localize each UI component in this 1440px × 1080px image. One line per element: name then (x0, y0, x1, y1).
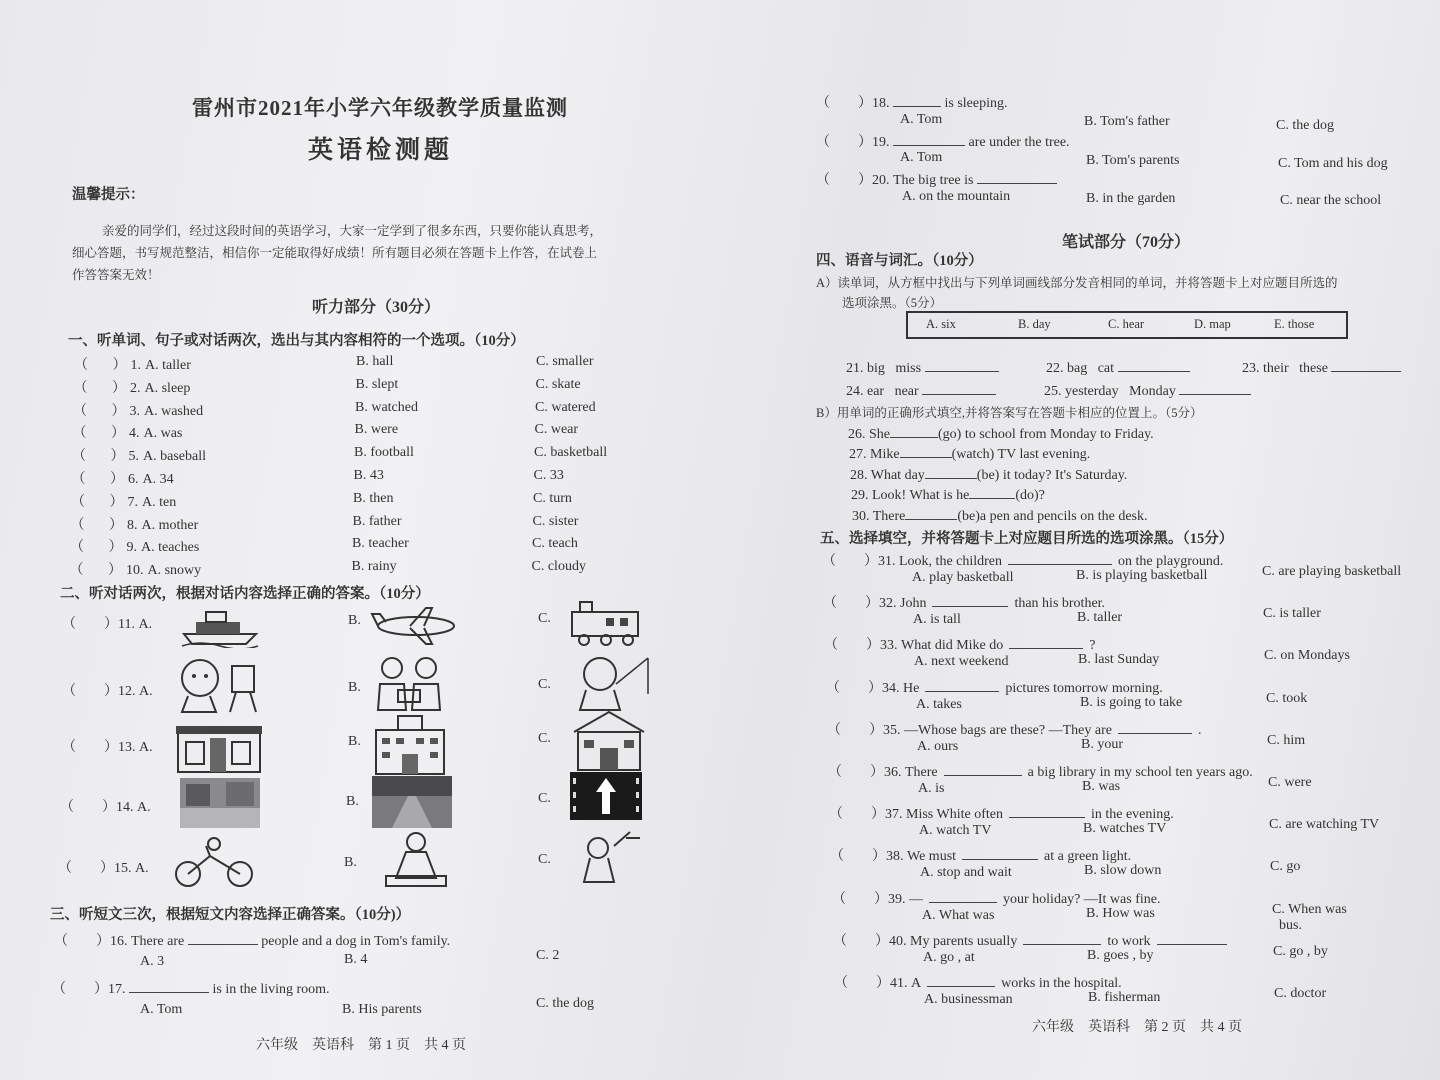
kids-reading-icon (370, 654, 450, 714)
mc-stem (833, 930, 1233, 950)
q18-stem (816, 92, 1008, 112)
q11-c-label: C. (538, 611, 551, 626)
mc-option-b[interactable]: B. watches TV (1083, 821, 1167, 837)
mc-stem-start: （ ）32. John (823, 596, 927, 612)
q18-stem-end: is sleeping. (944, 96, 1008, 111)
section-1-row (74, 377, 191, 397)
answer-paren-close: ） (111, 403, 126, 419)
mc-stem-end: a big library in my school ten years ago. (1027, 765, 1253, 780)
mc-option-a[interactable]: A. play basketball (912, 570, 1014, 585)
answer-space[interactable] (86, 472, 111, 487)
mc-option-a[interactable]: A. is (918, 781, 945, 796)
fill-stem-start: 29. Look! What is he (851, 488, 970, 504)
q17-stem (52, 978, 330, 998)
answer-paren-open[interactable]: （ (69, 563, 84, 579)
mc-blank[interactable] (1009, 805, 1085, 818)
vocab-23-blank[interactable] (1331, 359, 1401, 372)
mc-stem-start: （ ）40. My parents usually (833, 933, 1018, 949)
q17-blank[interactable] (129, 980, 209, 993)
mc-stem (834, 972, 1122, 992)
mc-option-c[interactable]: C. When was (1272, 901, 1347, 917)
mc-stem-start: （ ）39. — (832, 891, 923, 907)
mc-stem (824, 634, 1095, 654)
exam-title: 雷州市2021年小学六年级教学质量监测 (192, 96, 568, 120)
vocab-24-blank[interactable] (922, 382, 996, 395)
option-a[interactable]: A. mother (141, 517, 199, 533)
mc-blank[interactable] (929, 890, 997, 903)
q16-stem-start: （ ）16. There are (54, 934, 185, 949)
fill-row (850, 466, 1127, 484)
mc-stem (822, 550, 1223, 570)
option-c[interactable]: C. cloudy (531, 559, 586, 575)
option-c[interactable]: C. sister (532, 513, 579, 529)
question-number: 7. (127, 494, 138, 510)
mc-option-a[interactable]: A. go , at (923, 949, 975, 965)
mc-stem (826, 677, 1163, 697)
section-1-row (71, 491, 176, 511)
mc-option-c[interactable]: C. on Mondays (1264, 648, 1350, 664)
section-2-title: 二、听对话两次，根据对话内容选择正确的答案。（10分） (60, 586, 430, 602)
mc-stem-start: （ ）37. Miss White often (829, 807, 1003, 823)
mc-stem-start: （ ）41. A (834, 976, 922, 991)
fill-row (848, 425, 1154, 443)
answer-paren-open[interactable]: （ (72, 426, 87, 442)
answer-paren-open[interactable]: （ (72, 449, 86, 465)
mc-stem-end: than his brother. (1014, 596, 1106, 612)
mc-blank[interactable] (932, 594, 1008, 607)
page-1 (40, 0, 720, 1080)
answer-space[interactable] (86, 449, 111, 464)
bookstore-icon (174, 718, 264, 776)
q12-b-label: B. (348, 680, 361, 695)
q14-b-label: B. (346, 794, 359, 809)
option-c[interactable]: C. turn (533, 490, 572, 506)
vocab-word: yesterday (1065, 384, 1119, 399)
question-number: 9. (126, 540, 137, 556)
mc-option-b[interactable]: B. How was (1086, 905, 1155, 921)
q15-b-label: B. (344, 855, 357, 870)
q20-stem-start: （ ）20. The big tree is (816, 173, 974, 188)
mc-option-a[interactable]: A. businessman (924, 992, 1013, 1007)
answer-paren-open[interactable]: （ (73, 380, 88, 396)
answer-paren-open[interactable]: （ (70, 517, 85, 533)
fill-stem-start: 28. What day (850, 467, 925, 483)
fill-stem-start: 30. There (852, 508, 906, 524)
vocab-num: 22. (1046, 361, 1064, 376)
mc-option-c[interactable]: C. are playing basketball (1262, 564, 1402, 579)
vocab-word: their (1263, 361, 1289, 376)
mc-stem-start: （ ）38. We must (830, 849, 957, 865)
tip-line: 细心答题，书写规范整洁，相信你一定能取得好成绩！所有题目必须在答题卡上作答，在试卷上 (72, 246, 598, 260)
option-c[interactable]: C. teach (532, 536, 578, 552)
question-number: 1. (130, 358, 141, 373)
fill-stem-end: (be)a pen and pencils on the desk. (957, 508, 1148, 524)
mc-option-b[interactable]: B. taller (1077, 610, 1123, 626)
option-a[interactable]: A. washed (144, 403, 204, 419)
box-option-e: E. those (1274, 317, 1315, 331)
fill-stem-start: 26. She (848, 427, 890, 442)
mc-stem (823, 592, 1105, 612)
mc-option-c[interactable]: C. doctor (1274, 986, 1327, 1001)
section-1-title: 一、听单词、句子或对话两次，选出与其内容相符的一个选项。（10分） (68, 333, 525, 349)
exam-subtitle: 英语检测题 (308, 137, 454, 164)
mc-option-b[interactable]: B. is playing basketball (1076, 568, 1208, 583)
fill-blank[interactable] (905, 507, 957, 520)
vocab-word: Monday (1129, 384, 1176, 399)
option-b[interactable]: B. rainy (351, 559, 397, 575)
q20-option-c[interactable]: C. near the school (1280, 193, 1382, 208)
mc-option-b[interactable]: B. goes , by (1087, 947, 1154, 963)
q16-blank[interactable] (188, 932, 258, 945)
mc-stem-start: （ ）33. What did Mike do (824, 638, 1004, 654)
question-number: 3. (129, 403, 140, 419)
option-c[interactable]: C. watered (535, 399, 596, 415)
mc-blank[interactable] (944, 763, 1022, 776)
word-box (906, 311, 1348, 339)
answer-paren-open[interactable]: （ (74, 358, 88, 373)
q19-stem-end: are under the tree. (968, 135, 1070, 150)
option-a[interactable]: A. snowy (147, 563, 202, 579)
mc-stem-tail: bus. (1279, 917, 1302, 933)
mc-stem-end: ? (1089, 638, 1096, 654)
answer-paren-close: ） (111, 426, 125, 442)
mc-option-c[interactable]: C. is taller (1263, 606, 1321, 622)
mc-option-a[interactable]: A. watch TV (919, 823, 992, 839)
mc-stem-start: （ ）36. There (828, 765, 938, 780)
option-b[interactable]: B. football (354, 445, 414, 461)
vocab-21 (846, 359, 999, 377)
section-1-row (74, 354, 191, 374)
q13-label: （ ）13. A. (62, 740, 153, 755)
mc-stem-end: at a green light. (1044, 849, 1132, 865)
vocab-word: cat (1097, 361, 1115, 376)
cinema-icon (570, 708, 648, 774)
answer-paren-open[interactable]: （ (71, 472, 86, 487)
q20-option-a[interactable]: A. on the mountain (902, 189, 1011, 204)
mc-stem-end: works in the hospital. (1001, 976, 1122, 991)
fill-row (852, 507, 1148, 525)
option-c[interactable]: C. smaller (536, 354, 594, 369)
mc-stem-end: pictures tomorrow morning. (1005, 680, 1163, 696)
option-b[interactable]: B. were (354, 422, 399, 438)
q18-option-a[interactable]: A. Tom (900, 112, 943, 127)
q19-option-a[interactable]: A. Tom (900, 150, 943, 165)
q14-c-label: C. (538, 791, 551, 806)
answer-paren-open[interactable]: （ (73, 403, 87, 419)
mc-option-b[interactable]: B. is going to take (1080, 694, 1183, 710)
mc-stem-end: to work (1107, 933, 1151, 949)
ship-icon (180, 606, 260, 648)
mc-option-c[interactable]: C. took (1266, 690, 1308, 706)
q16-stem-end: people and a dog in Tom's family. (261, 934, 451, 949)
mc-option-c[interactable]: C. him (1267, 732, 1306, 748)
mc-stem (827, 719, 1201, 739)
q18-blank[interactable] (893, 94, 941, 107)
option-c[interactable]: C. wear (534, 422, 579, 438)
option-b[interactable]: B. 43 (353, 468, 384, 483)
answer-paren-close: ） (109, 517, 123, 533)
q20-stem (816, 169, 1057, 189)
mc-option-c[interactable]: C. are watching TV (1269, 817, 1380, 833)
q18-option-b[interactable]: B. Tom's father (1084, 114, 1170, 129)
answer-space[interactable] (87, 426, 112, 441)
box-option-c: C. hear (1108, 317, 1145, 331)
q16-option-b[interactable]: B. 4 (344, 952, 368, 967)
mc-stem (832, 888, 1160, 908)
tip-label: 温馨提示： (72, 187, 145, 203)
q20-blank[interactable] (977, 171, 1057, 184)
go-straight-sign-icon (570, 772, 642, 820)
option-b[interactable]: B. slept (355, 376, 399, 392)
fill-stem-start: 27. Mike (849, 447, 900, 463)
mc-blank[interactable] (962, 847, 1038, 860)
section-4a-instruction: A）读单词，从方框中找出与下列单词画线部分发音相同的单词，并将答题卡上对应题目所选的 (816, 276, 1338, 290)
page-2-footer: 六年级 英语科 第 2 页 共 4 页 (1032, 1020, 1242, 1035)
mc-option-b[interactable]: B. your (1081, 736, 1123, 752)
q17-stem-start: （ ）17. (52, 982, 126, 997)
q20-option-b[interactable]: B. in the garden (1086, 191, 1176, 206)
street-photo-icon (180, 778, 260, 828)
vocab-num: 23. (1242, 361, 1260, 376)
mc-blank[interactable] (1008, 552, 1112, 565)
mc-option-c[interactable]: C. go , by (1273, 943, 1328, 959)
fill-blank[interactable] (969, 486, 1015, 499)
q16-stem (54, 930, 450, 950)
boy-fishing-icon (572, 654, 652, 714)
fill-blank[interactable] (890, 425, 938, 438)
q13-b-label: B. (348, 734, 361, 749)
mc-stem (829, 803, 1174, 823)
option-b[interactable]: B. teacher (352, 536, 409, 552)
mc-blank[interactable] (927, 974, 995, 987)
vocab-num: 24. (846, 384, 864, 399)
answer-space[interactable] (88, 358, 113, 373)
tip-line: 作答答案无效！ (72, 268, 160, 282)
fill-stem-end: (be) it today? It's Saturday. (976, 467, 1128, 483)
option-a[interactable]: A. sleep (144, 380, 191, 396)
box-option-a: A. six (926, 317, 956, 331)
q12-c-label: C. (538, 677, 551, 692)
section-1-row (71, 514, 199, 534)
listening-header: 听力部分（30分） (312, 299, 441, 316)
fill-blank[interactable] (900, 445, 952, 458)
question-number: 10. (126, 563, 144, 579)
question-number: 2. (130, 380, 141, 396)
option-a[interactable]: A. teaches (141, 540, 200, 556)
answer-space[interactable] (87, 404, 112, 419)
q14-label: （ ）14. A. (60, 800, 151, 815)
question-number: 4. (129, 426, 140, 442)
q19-stem (816, 131, 1070, 151)
q16-option-a[interactable]: A. 3 (140, 954, 165, 969)
question-number: 8. (127, 517, 138, 533)
boy-playing-icon (570, 826, 644, 888)
mc-blank[interactable] (925, 679, 999, 692)
vocab-21-blank[interactable] (925, 359, 999, 372)
answer-paren-close: ） (112, 358, 127, 373)
vocab-num: 21. (846, 361, 864, 376)
answer-paren-close: ） (108, 540, 123, 556)
mc-stem (828, 761, 1253, 781)
answer-paren-open[interactable]: （ (70, 540, 84, 556)
vocab-word: bag (1067, 361, 1088, 376)
tip-line: 亲爱的同学们，经过这段时间的英语学习，大家一定学到了很多东西，只要你能认真思考， (102, 224, 603, 238)
section-4b-title: B）用单词的正确形式填空,并将答案写在答题卡相应的位置上。（5分） (816, 406, 1203, 420)
answer-space[interactable] (88, 381, 113, 396)
option-b[interactable]: B. then (353, 490, 394, 506)
fill-stem-end: (go) to school from Monday to Friday. (938, 427, 1154, 442)
vocab-24 (846, 382, 996, 400)
q17-stem-end: is in the living room. (212, 982, 330, 997)
mc-stem-start: （ ）31. Look, the children (822, 554, 1003, 569)
mc-option-a[interactable]: A. ours (917, 738, 959, 754)
section-1-row (70, 559, 202, 579)
mc-stem (830, 845, 1131, 865)
mc-option-a[interactable]: A. stop and wait (920, 865, 1012, 881)
q19-stem-start: （ ）19. (816, 135, 890, 150)
mc-option-b[interactable]: B. was (1082, 779, 1121, 794)
answer-space[interactable] (84, 563, 109, 578)
mc-stem-end: in the evening. (1090, 807, 1174, 823)
option-c[interactable]: C. skate (535, 376, 581, 392)
q16-option-c[interactable]: C. 2 (536, 948, 560, 963)
mc-option-b[interactable]: B. slow down (1084, 863, 1162, 879)
fill-row (849, 445, 1090, 463)
answer-paren-close: ） (108, 563, 122, 579)
option-a[interactable]: A. baseball (143, 449, 206, 465)
answer-space[interactable] (84, 540, 109, 555)
vocab-num: 25. (1044, 384, 1062, 399)
mc-blank[interactable] (1009, 636, 1083, 649)
girl-cooking-icon (376, 830, 456, 888)
q18-option-c[interactable]: C. the dog (1276, 118, 1334, 133)
option-a[interactable]: A. taller (145, 358, 191, 373)
box-option-d: D. map (1194, 317, 1231, 331)
mc-option-a[interactable]: A. is tall (913, 612, 961, 628)
mc-option-a[interactable]: A. next weekend (914, 654, 1009, 670)
option-c[interactable]: C. basketball (534, 445, 608, 461)
q15-label: （ ）15. A. (58, 861, 149, 876)
answer-space[interactable] (85, 495, 110, 510)
airplane-icon (370, 604, 460, 648)
q19-option-b[interactable]: B. Tom's parents (1086, 153, 1180, 168)
answer-paren-close: ） (110, 472, 124, 487)
option-b[interactable]: B. hall (356, 354, 394, 369)
answer-paren-close: ） (112, 380, 126, 396)
boy-cycling-icon (170, 836, 260, 888)
option-a[interactable]: A. ten (142, 494, 177, 510)
girl-painting-icon (168, 656, 263, 714)
question-number: 6. (128, 472, 139, 487)
mc-blank-2[interactable] (1157, 932, 1227, 945)
mc-stem-end: on the playground. (1118, 554, 1224, 569)
section-1-row (72, 445, 206, 465)
vocab-25 (1044, 382, 1251, 400)
q15-c-label: C. (538, 852, 551, 867)
section-3-title: 三、听短文三次，根据短文内容选择正确答案。（10分)） (50, 907, 411, 923)
vocab-22 (1046, 359, 1190, 377)
answer-paren-open[interactable]: （ (71, 494, 85, 510)
mc-stem-start: （ ）35. —Whose bags are these? —They are (827, 722, 1112, 738)
option-b[interactable]: B. watched (355, 399, 418, 415)
q18-stem-start: （ ）18. (816, 96, 890, 111)
mc-option-c[interactable]: C. go (1270, 859, 1301, 875)
fill-stem-end: (do)? (1015, 488, 1045, 504)
mc-option-c[interactable]: C. were (1268, 775, 1312, 790)
mc-blank[interactable] (1023, 932, 1101, 945)
page-2 (800, 0, 1430, 1080)
fill-stem-end: (watch) TV last evening. (951, 447, 1091, 463)
vocab-word: big (867, 361, 885, 376)
q17-option-c[interactable]: C. the dog (536, 996, 594, 1011)
mc-option-b[interactable]: B. fisherman (1088, 990, 1161, 1005)
section-1-row (72, 468, 174, 488)
written-header: 笔试部分（70分） (1062, 234, 1191, 251)
vocab-word: miss (895, 361, 922, 376)
vocab-22-blank[interactable] (1118, 359, 1190, 372)
q19-option-c[interactable]: C. Tom and his dog (1278, 156, 1388, 171)
page-1-footer: 六年级 英语科 第 1 页 共 4 页 (256, 1038, 466, 1053)
section-4-title: 四、语音与词汇。（10分） (816, 253, 983, 269)
mc-stem-start: （ ）34. He (826, 680, 920, 696)
section-4a-instruction-2: 选项涂黑。（5分） (842, 296, 943, 310)
mc-stem-end: . (1197, 722, 1202, 738)
hospital-icon (370, 712, 450, 776)
mc-blank[interactable] (1118, 721, 1192, 734)
mc-option-b[interactable]: B. last Sunday (1078, 652, 1160, 668)
section-1-row (70, 536, 199, 556)
train-icon (566, 596, 646, 648)
vocab-23 (1242, 359, 1401, 377)
road-photo-icon (372, 776, 452, 828)
vocab-25-blank[interactable] (1179, 382, 1251, 395)
q12-label: （ ）12. A. (62, 684, 153, 699)
mc-stem-end: your holiday? —It was fine. (1003, 891, 1161, 907)
section-5-title: 五、选择填空，并将答题卡上对应题目所选的选项涂黑。（15分） (820, 531, 1234, 547)
q17-option-b[interactable]: B. His parents (342, 1002, 422, 1017)
fill-blank[interactable] (925, 466, 977, 479)
section-1-row (73, 422, 183, 442)
q19-blank[interactable] (893, 133, 965, 146)
section-1-row (73, 400, 203, 420)
q11-label: （ ）11. A. (62, 617, 153, 632)
answer-paren-close: ） (110, 449, 125, 465)
option-a[interactable]: A. was (143, 426, 183, 442)
option-c[interactable]: C. 33 (533, 468, 564, 483)
vocab-word: these (1299, 361, 1328, 376)
mc-option-a[interactable]: A. takes (916, 696, 962, 712)
answer-space[interactable] (85, 518, 110, 533)
option-b[interactable]: B. father (352, 513, 402, 529)
fill-row (851, 486, 1045, 504)
answer-paren-close: ） (109, 494, 124, 510)
mc-option-a[interactable]: A. What was (922, 907, 995, 923)
question-number: 5. (128, 449, 139, 465)
q11-b-label: B. (348, 613, 361, 628)
box-option-b: B. day (1018, 317, 1051, 331)
vocab-word: near (894, 384, 919, 399)
q17-option-a[interactable]: A. Tom (140, 1002, 183, 1017)
option-a[interactable]: A. 34 (142, 472, 174, 487)
q13-c-label: C. (538, 731, 551, 746)
vocab-word: ear (867, 384, 885, 399)
